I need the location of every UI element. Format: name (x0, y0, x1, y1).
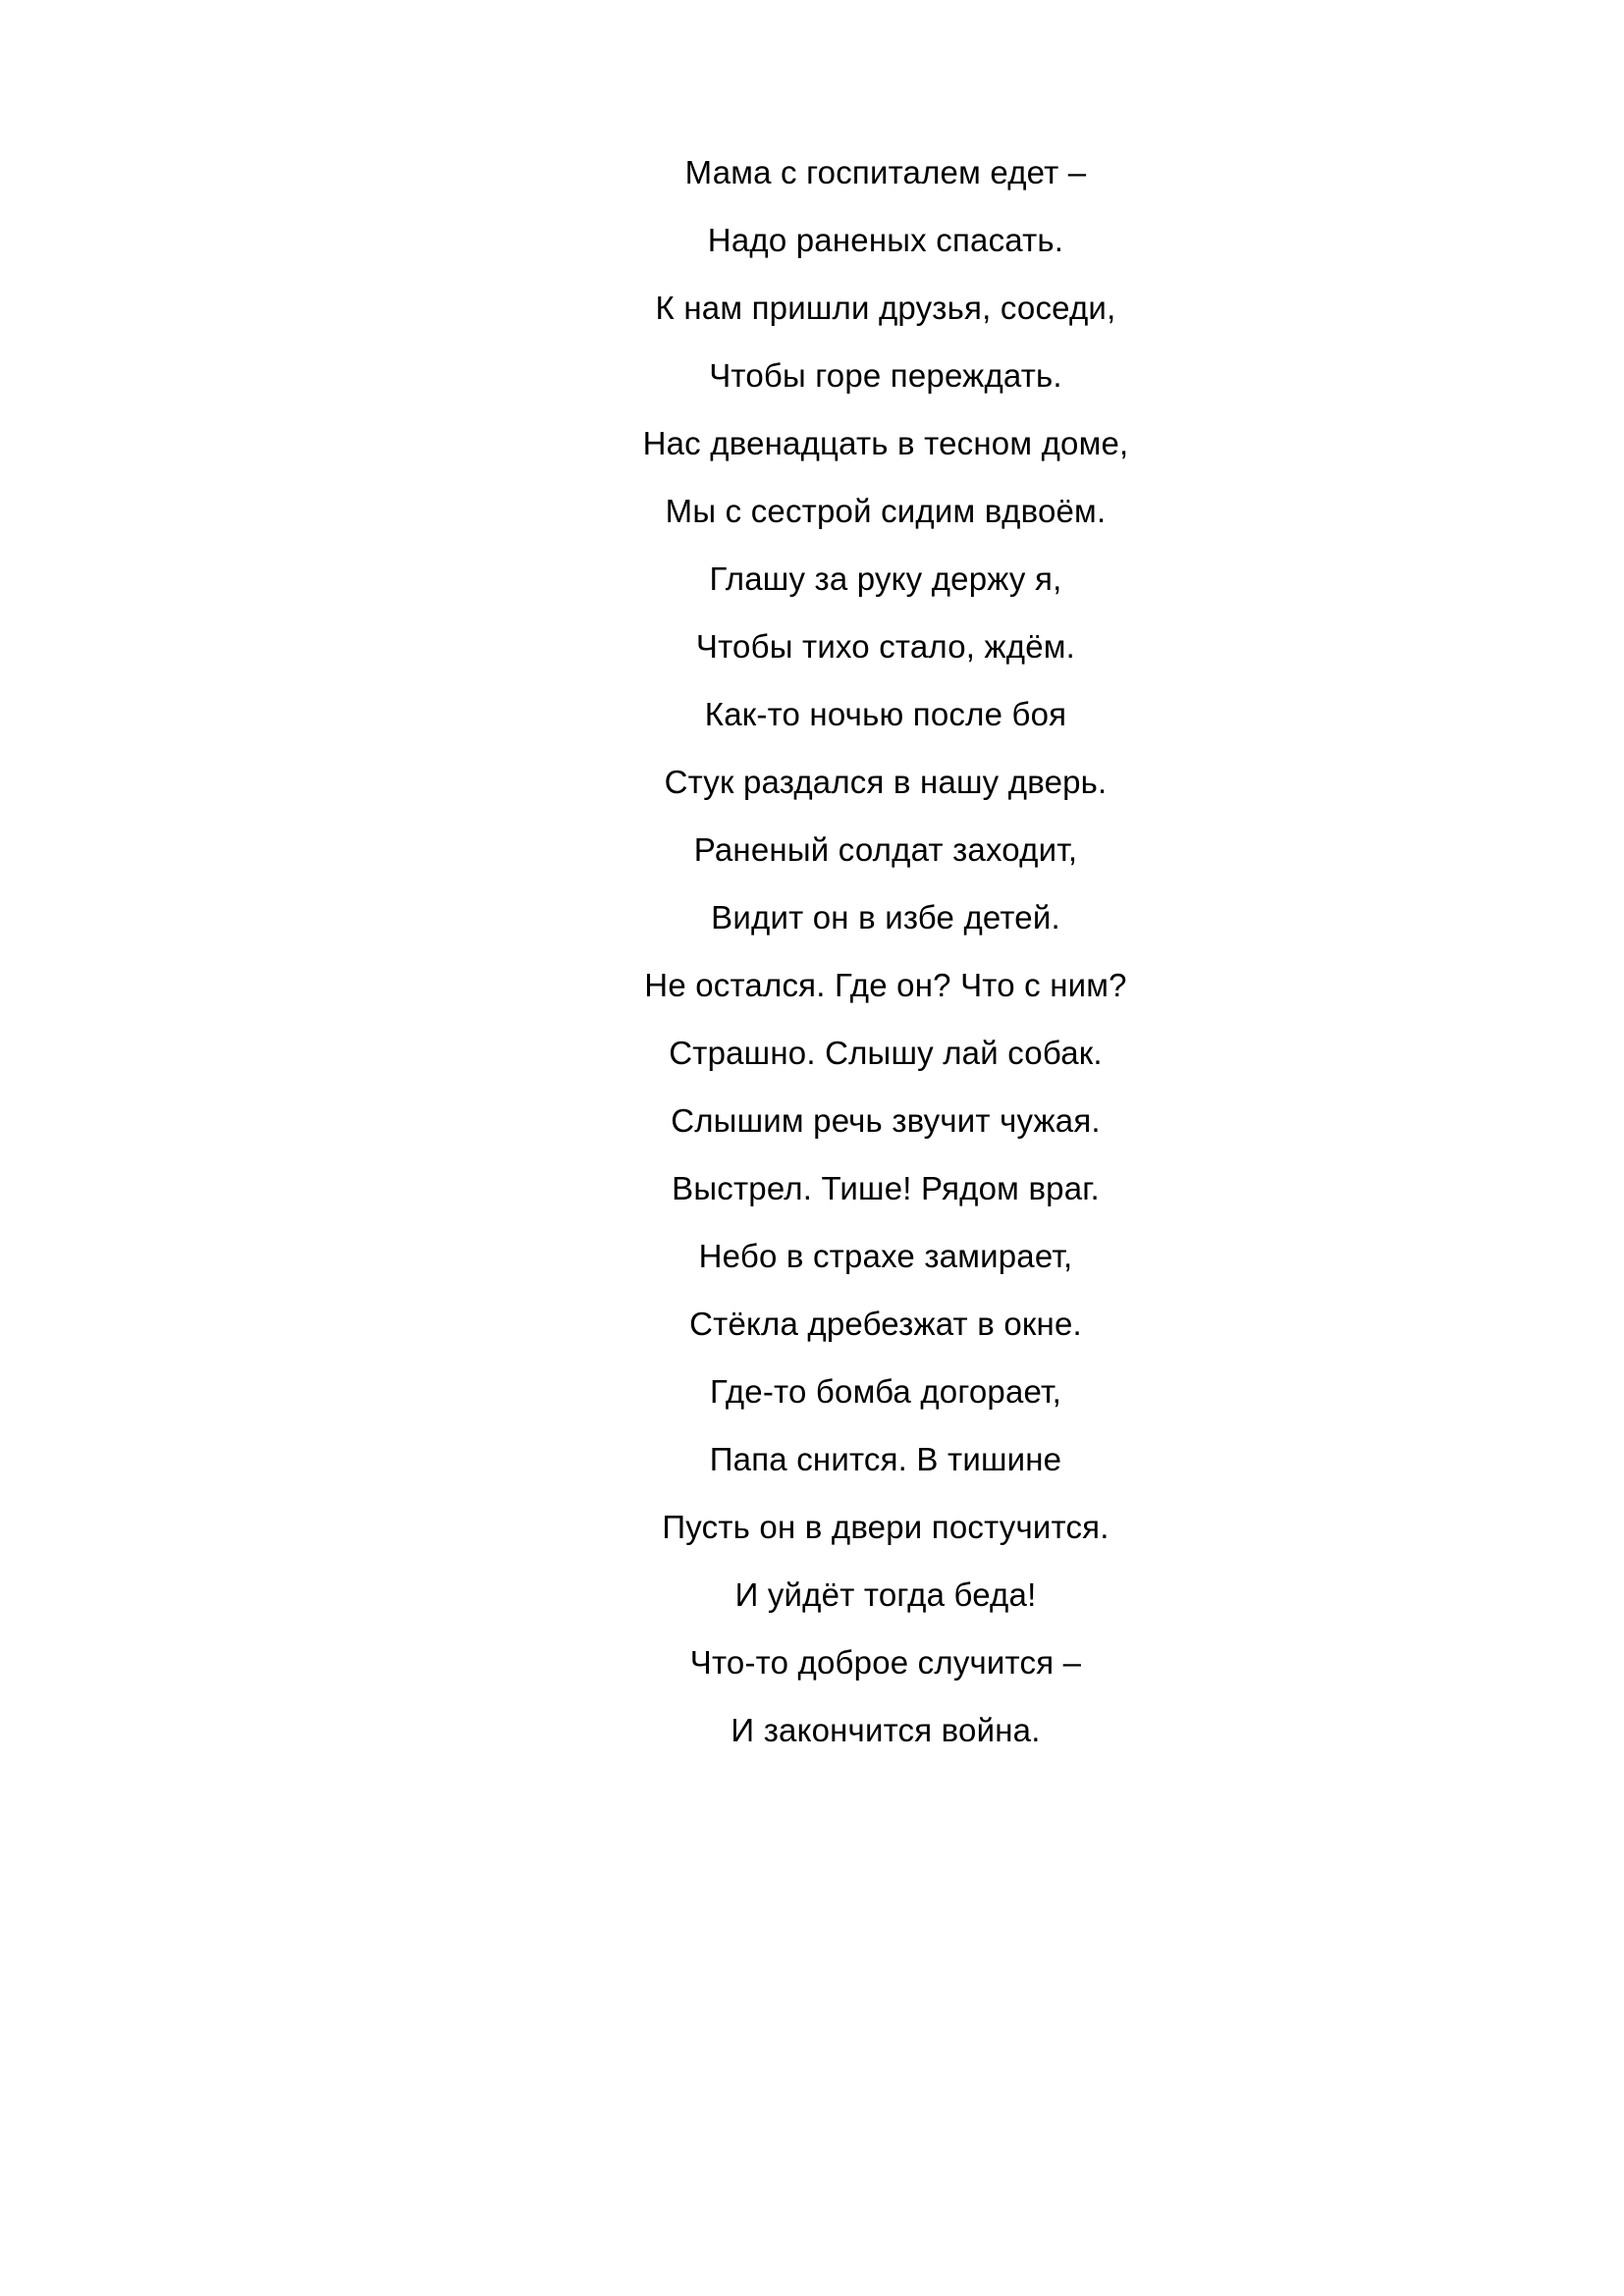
poem-line: И уйдёт тогда беда! (734, 1576, 1037, 1613)
poem-line: Папа снится. В тишине (709, 1441, 1062, 1477)
poem-line: К нам пришли друзья, соседи, (655, 290, 1116, 326)
poem-line: Раненый солдат заходит, (693, 831, 1078, 868)
poem-line: Где-то бомба догорает, (709, 1373, 1062, 1410)
poem-line: И закончится война. (731, 1712, 1041, 1748)
poem-line: Стук раздался в нашу дверь. (664, 764, 1108, 800)
poem-line: Небо в страхе замирает, (698, 1238, 1073, 1274)
poem-line: Страшно. Слышу лай собак. (669, 1035, 1103, 1071)
poem-line: Стёкла дребезжат в окне. (689, 1306, 1082, 1342)
poem-line: Чтобы тихо стало, ждём. (695, 628, 1076, 665)
poem-line: Мы с сестрой сидим вдвоём. (665, 493, 1107, 529)
poem-text-block (147, 138, 1624, 1764)
poem-line: Выстрел. Тише! Рядом враг. (672, 1170, 1100, 1206)
poem-line: Надо раненых спасать. (707, 222, 1064, 258)
poem-line: Пусть он в двери постучится. (662, 1509, 1110, 1545)
poem-line: Что-то доброе случится – (689, 1644, 1082, 1681)
poem-line: Глашу за руку держу я, (709, 561, 1062, 597)
poem-line: Слышим речь звучит чужая. (671, 1102, 1101, 1139)
poem-line: Нас двенадцать в тесном доме, (642, 425, 1129, 461)
poem-line: Мама с госпиталем едет – (684, 154, 1087, 190)
poem-line: Не остался. Где он? Что с ним? (644, 967, 1127, 1003)
poem-line: Видит он в избе детей. (711, 899, 1060, 935)
poem-line: Чтобы горе переждать. (709, 357, 1062, 394)
poem-line: Как-то ночью после боя (704, 696, 1067, 732)
